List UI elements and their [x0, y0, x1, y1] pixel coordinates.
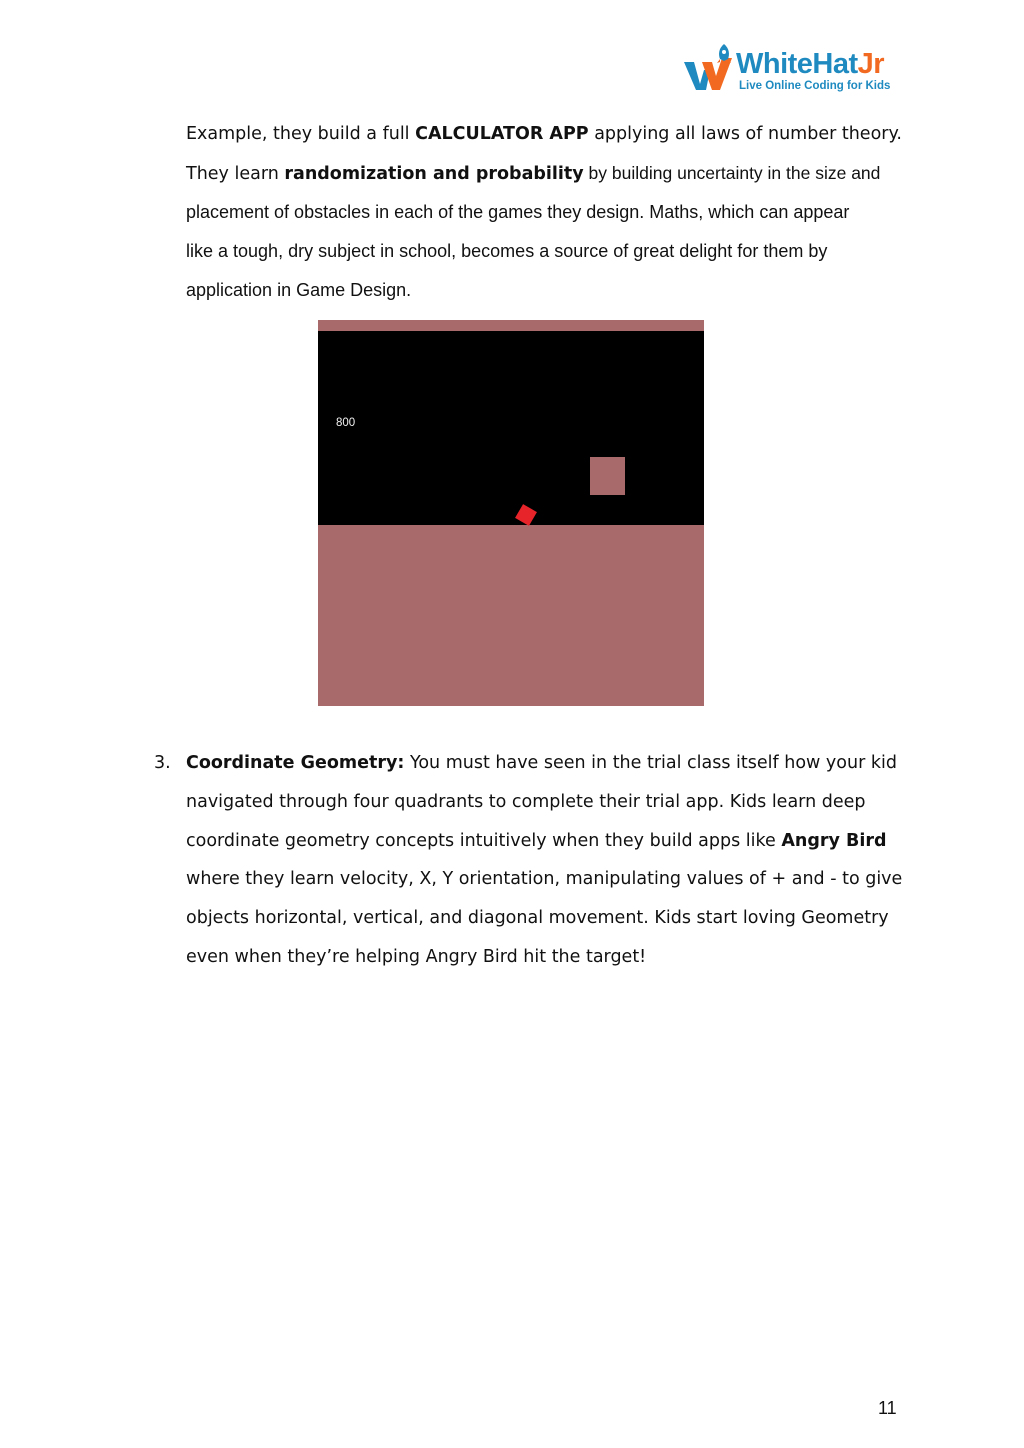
section3-line-1-end: You must have seen in the trial class itself how your kid: [404, 753, 897, 773]
logo-wordmark: [736, 49, 884, 79]
game-screenshot: [318, 320, 704, 706]
game-sky: [318, 331, 704, 525]
logo-wordmark-whitehat: WhiteHat: [736, 48, 858, 80]
intro-line-2-end: by building uncertainty in the size and: [583, 163, 881, 183]
whitehatjr-logo: [682, 40, 897, 96]
intro-line-5: application in Game Design.: [186, 280, 412, 300]
intro-line-2-start: They learn: [186, 164, 285, 184]
section3-line-3-start: coordinate geometry concepts intuitively when they build apps like: [186, 831, 782, 851]
intro-line-3: placement of obstacles in each of the games they design. Maths, which can appear: [186, 202, 850, 222]
section3-line-4: where they learn velocity, X, Y orientation, manipulating values of + and - to give: [186, 869, 903, 889]
section3-line-5: objects horizontal, vertical, and diagonal movement. Kids start loving Geometry: [186, 908, 889, 928]
logo-tagline: Live Online Coding for Kids: [739, 80, 891, 92]
game-obstacle: [590, 457, 625, 495]
game-score: 800: [336, 417, 356, 429]
intro-line-1-start: Example, they build a full: [186, 124, 416, 144]
calculator-app-bold: CALCULATOR APP: [415, 124, 589, 144]
logo-wordmark-jr: Jr: [857, 48, 885, 80]
randomization-probability-bold: randomization and probability: [284, 164, 584, 184]
intro-line-1-end: applying all laws of number theory.: [588, 124, 902, 144]
intro-line-1: [186, 122, 902, 146]
page-number: 11: [878, 1398, 897, 1418]
angry-bird-bold: Angry Bird: [781, 831, 887, 851]
section3-line-3: [186, 829, 887, 853]
section3-line-1: [186, 751, 897, 775]
section3-line-6: even when they’re helping Angry Bird hit the target!: [186, 947, 647, 967]
intro-line-2: [186, 161, 880, 186]
intro-line-4: like a tough, dry subject in school, becomes a source of great delight for them by: [186, 241, 828, 261]
whitehatjr-w-rocket-icon: [682, 40, 738, 96]
section3-line-2: navigated through four quadrants to complete their trial app. Kids learn deep: [186, 792, 866, 812]
coordinate-geometry-heading: Coordinate Geometry:: [186, 753, 405, 773]
list-number-3: 3.: [154, 753, 171, 773]
